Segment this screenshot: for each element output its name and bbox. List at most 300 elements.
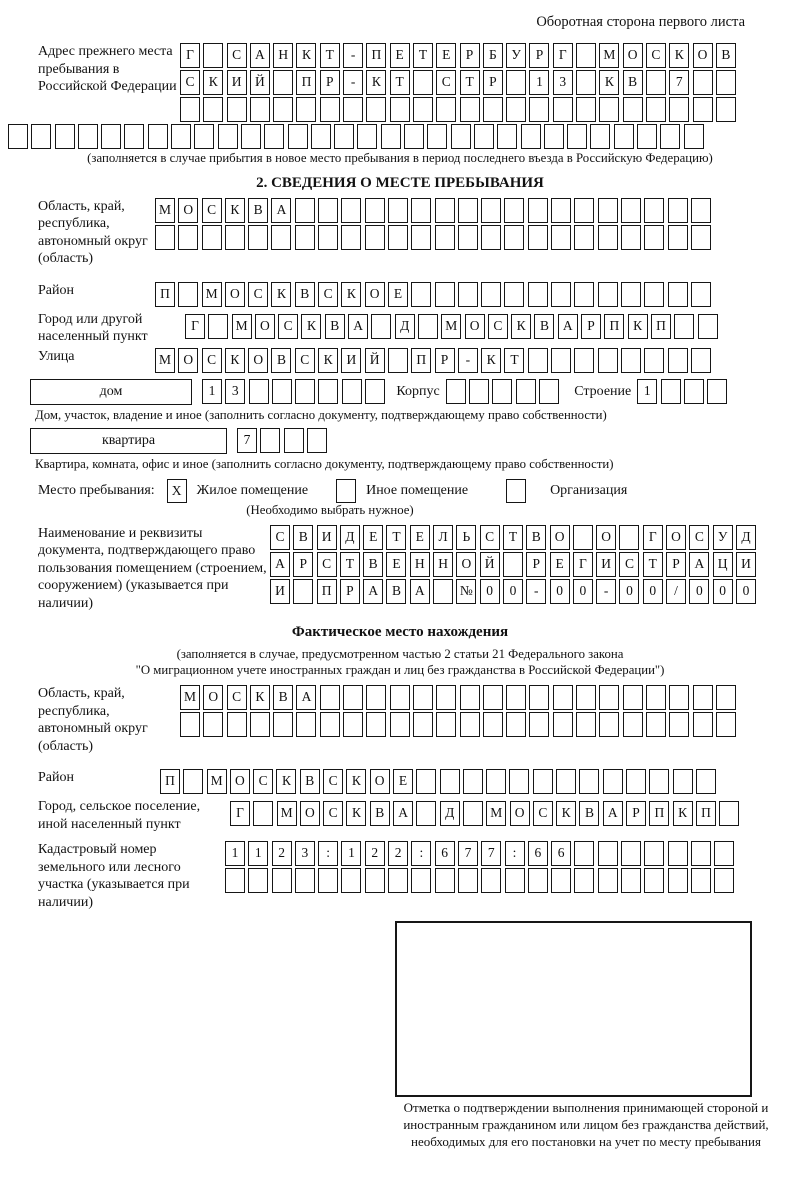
char-cell[interactable]: Б bbox=[483, 43, 503, 68]
char-cell[interactable] bbox=[528, 282, 548, 307]
char-cell[interactable]: У bbox=[506, 43, 526, 68]
char-cell[interactable] bbox=[272, 868, 292, 893]
char-cell[interactable] bbox=[307, 428, 327, 453]
char-cell[interactable]: И bbox=[317, 525, 337, 550]
char-cell[interactable]: - bbox=[596, 579, 616, 604]
char-cell[interactable]: Й bbox=[250, 70, 270, 95]
char-cell[interactable] bbox=[366, 712, 386, 737]
char-cell[interactable] bbox=[506, 97, 526, 122]
char-cell[interactable] bbox=[481, 225, 501, 250]
char-cell[interactable] bbox=[719, 801, 739, 826]
char-cell[interactable] bbox=[598, 841, 618, 866]
char-cell[interactable] bbox=[574, 868, 594, 893]
char-cell[interactable] bbox=[357, 124, 377, 149]
char-cell[interactable] bbox=[341, 868, 361, 893]
char-cell[interactable]: В bbox=[579, 801, 599, 826]
char-cell[interactable]: М bbox=[207, 769, 227, 794]
char-cell[interactable]: Т bbox=[504, 348, 524, 373]
char-cell[interactable] bbox=[446, 379, 466, 404]
char-cell[interactable] bbox=[390, 97, 410, 122]
char-cell[interactable]: Т bbox=[503, 525, 523, 550]
char-cell[interactable]: О bbox=[550, 525, 570, 550]
char-cell[interactable] bbox=[669, 712, 689, 737]
char-cell[interactable]: А bbox=[603, 801, 623, 826]
char-cell[interactable] bbox=[599, 712, 619, 737]
char-cell[interactable] bbox=[623, 685, 643, 710]
char-cell[interactable] bbox=[668, 868, 688, 893]
char-cell[interactable]: Е bbox=[388, 282, 408, 307]
char-cell[interactable]: Д bbox=[440, 801, 460, 826]
char-cell[interactable]: 7 bbox=[237, 428, 257, 453]
char-cell[interactable]: 2 bbox=[388, 841, 408, 866]
char-cell[interactable] bbox=[573, 525, 593, 550]
char-cell[interactable]: В bbox=[534, 314, 554, 339]
char-cell[interactable]: Ц bbox=[713, 552, 733, 577]
char-cell[interactable] bbox=[598, 282, 618, 307]
char-cell[interactable] bbox=[567, 124, 587, 149]
char-cell[interactable] bbox=[684, 124, 704, 149]
char-cell[interactable]: П bbox=[411, 348, 431, 373]
char-cell[interactable]: С bbox=[480, 525, 500, 550]
char-cell[interactable]: Р bbox=[460, 43, 480, 68]
char-cell[interactable] bbox=[343, 685, 363, 710]
char-cell[interactable] bbox=[458, 198, 478, 223]
char-cell[interactable]: Е bbox=[550, 552, 570, 577]
char-cell[interactable] bbox=[458, 282, 478, 307]
char-cell[interactable]: О bbox=[465, 314, 485, 339]
char-cell[interactable] bbox=[365, 225, 385, 250]
char-cell[interactable]: Т bbox=[320, 43, 340, 68]
char-cell[interactable]: - bbox=[343, 70, 363, 95]
char-cell[interactable] bbox=[621, 198, 641, 223]
char-cell[interactable]: К bbox=[296, 43, 316, 68]
char-cell[interactable]: 0 bbox=[736, 579, 756, 604]
char-cell[interactable]: М bbox=[277, 801, 297, 826]
char-cell[interactable] bbox=[413, 97, 433, 122]
char-cell[interactable] bbox=[621, 282, 641, 307]
char-cell[interactable]: Г bbox=[180, 43, 200, 68]
char-cell[interactable] bbox=[458, 225, 478, 250]
char-cell[interactable] bbox=[693, 685, 713, 710]
char-cell[interactable] bbox=[668, 198, 688, 223]
char-cell[interactable] bbox=[341, 225, 361, 250]
char-cell[interactable] bbox=[691, 198, 711, 223]
char-cell[interactable]: Й bbox=[480, 552, 500, 577]
char-cell[interactable] bbox=[271, 225, 291, 250]
char-cell[interactable]: Т bbox=[460, 70, 480, 95]
char-cell[interactable]: : bbox=[318, 841, 338, 866]
char-cell[interactable] bbox=[553, 685, 573, 710]
char-cell[interactable]: А bbox=[363, 579, 383, 604]
char-cell[interactable]: С bbox=[227, 43, 247, 68]
char-cell[interactable] bbox=[411, 868, 431, 893]
char-cell[interactable] bbox=[194, 124, 214, 149]
char-cell[interactable]: К bbox=[556, 801, 576, 826]
char-cell[interactable]: А bbox=[410, 579, 430, 604]
char-cell[interactable] bbox=[460, 712, 480, 737]
char-cell[interactable] bbox=[388, 348, 408, 373]
char-cell[interactable] bbox=[590, 124, 610, 149]
char-cell[interactable] bbox=[343, 97, 363, 122]
char-cell[interactable]: К bbox=[301, 314, 321, 339]
char-cell[interactable]: О bbox=[596, 525, 616, 550]
char-cell[interactable]: П bbox=[366, 43, 386, 68]
char-cell[interactable]: К bbox=[669, 43, 689, 68]
char-cell[interactable] bbox=[343, 712, 363, 737]
char-cell[interactable]: И bbox=[596, 552, 616, 577]
char-cell[interactable] bbox=[440, 769, 460, 794]
char-cell[interactable] bbox=[148, 124, 168, 149]
char-cell[interactable]: - bbox=[343, 43, 363, 68]
char-cell[interactable]: О bbox=[456, 552, 476, 577]
char-cell[interactable] bbox=[8, 124, 28, 149]
char-cell[interactable]: О bbox=[248, 348, 268, 373]
char-cell[interactable] bbox=[55, 124, 75, 149]
char-cell[interactable] bbox=[365, 198, 385, 223]
char-cell[interactable] bbox=[404, 124, 424, 149]
char-cell[interactable] bbox=[649, 769, 669, 794]
char-cell[interactable] bbox=[691, 282, 711, 307]
char-cell[interactable]: 0 bbox=[550, 579, 570, 604]
char-cell[interactable] bbox=[551, 198, 571, 223]
char-cell[interactable] bbox=[248, 225, 268, 250]
char-cell[interactable] bbox=[506, 685, 526, 710]
char-cell[interactable] bbox=[576, 685, 596, 710]
char-cell[interactable]: К bbox=[250, 685, 270, 710]
char-cell[interactable] bbox=[451, 124, 471, 149]
char-cell[interactable] bbox=[253, 801, 273, 826]
char-cell[interactable] bbox=[418, 314, 438, 339]
char-cell[interactable] bbox=[614, 124, 634, 149]
char-cell[interactable] bbox=[599, 685, 619, 710]
char-cell[interactable] bbox=[644, 348, 664, 373]
char-cell[interactable] bbox=[505, 868, 525, 893]
char-cell[interactable] bbox=[460, 685, 480, 710]
char-cell[interactable] bbox=[533, 769, 553, 794]
char-cell[interactable]: М bbox=[155, 348, 175, 373]
char-cell[interactable] bbox=[528, 348, 548, 373]
char-cell[interactable] bbox=[180, 712, 200, 737]
char-cell[interactable]: И bbox=[270, 579, 290, 604]
char-cell[interactable] bbox=[598, 225, 618, 250]
char-cell[interactable] bbox=[202, 225, 222, 250]
char-cell[interactable] bbox=[248, 868, 268, 893]
char-cell[interactable]: В bbox=[526, 525, 546, 550]
char-cell[interactable] bbox=[696, 769, 716, 794]
char-cell[interactable] bbox=[318, 225, 338, 250]
char-cell[interactable] bbox=[598, 868, 618, 893]
char-cell[interactable]: К bbox=[276, 769, 296, 794]
char-cell[interactable]: В bbox=[623, 70, 643, 95]
char-cell[interactable] bbox=[155, 225, 175, 250]
char-cell[interactable]: Е bbox=[410, 525, 430, 550]
char-cell[interactable] bbox=[334, 124, 354, 149]
char-cell[interactable] bbox=[621, 348, 641, 373]
char-cell[interactable] bbox=[250, 97, 270, 122]
char-cell[interactable] bbox=[660, 124, 680, 149]
char-cell[interactable] bbox=[668, 225, 688, 250]
char-cell[interactable] bbox=[693, 712, 713, 737]
char-cell[interactable] bbox=[619, 525, 639, 550]
char-cell[interactable]: Р bbox=[435, 348, 455, 373]
char-cell[interactable] bbox=[644, 282, 664, 307]
char-cell[interactable]: К bbox=[673, 801, 693, 826]
char-cell[interactable] bbox=[366, 97, 386, 122]
char-cell[interactable] bbox=[436, 685, 456, 710]
char-cell[interactable] bbox=[599, 97, 619, 122]
char-cell[interactable] bbox=[574, 841, 594, 866]
char-cell[interactable]: К bbox=[346, 801, 366, 826]
char-cell[interactable] bbox=[668, 348, 688, 373]
char-cell[interactable] bbox=[474, 124, 494, 149]
char-cell[interactable] bbox=[716, 712, 736, 737]
char-cell[interactable]: Р bbox=[666, 552, 686, 577]
char-cell[interactable]: 7 bbox=[458, 841, 478, 866]
char-cell[interactable] bbox=[435, 868, 455, 893]
char-cell[interactable]: - bbox=[526, 579, 546, 604]
char-cell[interactable] bbox=[553, 97, 573, 122]
char-cell[interactable]: В bbox=[363, 552, 383, 577]
char-cell[interactable]: С bbox=[202, 348, 222, 373]
char-cell[interactable] bbox=[504, 225, 524, 250]
char-cell[interactable] bbox=[486, 769, 506, 794]
char-cell[interactable] bbox=[413, 712, 433, 737]
char-cell[interactable]: С bbox=[646, 43, 666, 68]
char-cell[interactable] bbox=[225, 868, 245, 893]
char-cell[interactable]: С bbox=[436, 70, 456, 95]
char-cell[interactable] bbox=[551, 348, 571, 373]
char-cell[interactable] bbox=[203, 712, 223, 737]
char-cell[interactable] bbox=[551, 282, 571, 307]
char-cell[interactable]: О bbox=[300, 801, 320, 826]
char-cell[interactable] bbox=[669, 685, 689, 710]
char-cell[interactable]: О bbox=[623, 43, 643, 68]
char-cell[interactable] bbox=[574, 225, 594, 250]
char-cell[interactable]: Г bbox=[643, 525, 663, 550]
char-cell[interactable] bbox=[295, 379, 315, 404]
char-cell[interactable] bbox=[272, 379, 292, 404]
char-cell[interactable] bbox=[411, 282, 431, 307]
char-cell[interactable] bbox=[509, 769, 529, 794]
char-cell[interactable]: Д bbox=[340, 525, 360, 550]
char-cell[interactable]: - bbox=[458, 348, 478, 373]
char-cell[interactable]: А bbox=[689, 552, 709, 577]
char-cell[interactable]: С bbox=[488, 314, 508, 339]
char-cell[interactable]: К bbox=[225, 348, 245, 373]
char-cell[interactable] bbox=[241, 124, 261, 149]
char-cell[interactable]: Й bbox=[365, 348, 385, 373]
char-cell[interactable] bbox=[716, 97, 736, 122]
char-cell[interactable]: Н bbox=[433, 552, 453, 577]
char-cell[interactable] bbox=[318, 198, 338, 223]
char-cell[interactable]: 1 bbox=[202, 379, 222, 404]
char-cell[interactable] bbox=[716, 685, 736, 710]
char-cell[interactable] bbox=[621, 841, 641, 866]
char-cell[interactable]: Е bbox=[386, 552, 406, 577]
char-cell[interactable]: С bbox=[248, 282, 268, 307]
char-cell[interactable] bbox=[381, 124, 401, 149]
char-cell[interactable]: : bbox=[505, 841, 525, 866]
char-cell[interactable] bbox=[691, 868, 711, 893]
char-cell[interactable]: А bbox=[558, 314, 578, 339]
char-cell[interactable]: Т bbox=[340, 552, 360, 577]
char-cell[interactable] bbox=[295, 198, 315, 223]
char-cell[interactable]: 0 bbox=[503, 579, 523, 604]
char-cell[interactable] bbox=[463, 801, 483, 826]
char-cell[interactable] bbox=[674, 314, 694, 339]
char-cell[interactable] bbox=[318, 379, 338, 404]
char-cell[interactable] bbox=[716, 70, 736, 95]
char-cell[interactable] bbox=[295, 225, 315, 250]
char-cell[interactable] bbox=[693, 70, 713, 95]
char-cell[interactable] bbox=[528, 198, 548, 223]
char-cell[interactable] bbox=[311, 124, 331, 149]
char-cell[interactable]: П bbox=[160, 769, 180, 794]
char-cell[interactable]: М bbox=[180, 685, 200, 710]
char-cell[interactable] bbox=[413, 685, 433, 710]
char-cell[interactable]: 3 bbox=[295, 841, 315, 866]
char-cell[interactable] bbox=[684, 379, 704, 404]
char-cell[interactable]: 6 bbox=[435, 841, 455, 866]
char-cell[interactable]: / bbox=[666, 579, 686, 604]
char-cell[interactable] bbox=[260, 428, 280, 453]
char-cell[interactable]: Р bbox=[340, 579, 360, 604]
char-cell[interactable] bbox=[497, 124, 517, 149]
char-cell[interactable] bbox=[342, 379, 362, 404]
char-cell[interactable] bbox=[458, 868, 478, 893]
char-cell[interactable]: С bbox=[227, 685, 247, 710]
char-cell[interactable]: Р bbox=[483, 70, 503, 95]
char-cell[interactable]: С bbox=[689, 525, 709, 550]
char-cell[interactable]: О bbox=[225, 282, 245, 307]
char-cell[interactable] bbox=[623, 712, 643, 737]
char-cell[interactable]: С bbox=[202, 198, 222, 223]
char-cell[interactable] bbox=[506, 712, 526, 737]
char-cell[interactable]: 0 bbox=[643, 579, 663, 604]
char-cell[interactable]: Р bbox=[581, 314, 601, 339]
char-cell[interactable] bbox=[574, 198, 594, 223]
char-cell[interactable] bbox=[371, 314, 391, 339]
char-cell[interactable]: А bbox=[296, 685, 316, 710]
char-cell[interactable]: К bbox=[599, 70, 619, 95]
char-cell[interactable]: Р bbox=[626, 801, 646, 826]
char-cell[interactable]: С bbox=[619, 552, 639, 577]
char-cell[interactable] bbox=[603, 769, 623, 794]
char-cell[interactable]: 1 bbox=[637, 379, 657, 404]
char-cell[interactable] bbox=[646, 97, 666, 122]
char-cell[interactable] bbox=[673, 769, 693, 794]
char-cell[interactable]: 0 bbox=[573, 579, 593, 604]
char-cell[interactable] bbox=[31, 124, 51, 149]
char-cell[interactable] bbox=[646, 712, 666, 737]
char-cell[interactable]: А bbox=[348, 314, 368, 339]
char-cell[interactable] bbox=[296, 712, 316, 737]
char-cell[interactable]: М bbox=[486, 801, 506, 826]
char-cell[interactable] bbox=[341, 198, 361, 223]
char-cell[interactable] bbox=[529, 97, 549, 122]
char-cell[interactable]: 6 bbox=[528, 841, 548, 866]
char-cell[interactable]: 1 bbox=[225, 841, 245, 866]
char-cell[interactable]: Е bbox=[393, 769, 413, 794]
char-cell[interactable]: В bbox=[295, 282, 315, 307]
char-cell[interactable] bbox=[621, 225, 641, 250]
char-cell[interactable] bbox=[273, 70, 293, 95]
char-cell[interactable] bbox=[433, 579, 453, 604]
char-cell[interactable] bbox=[481, 282, 501, 307]
char-cell[interactable]: 0 bbox=[689, 579, 709, 604]
char-cell[interactable]: С bbox=[318, 282, 338, 307]
char-cell[interactable]: П bbox=[696, 801, 716, 826]
char-cell[interactable]: С bbox=[253, 769, 273, 794]
char-cell[interactable] bbox=[621, 868, 641, 893]
checkbox-other-premises[interactable] bbox=[336, 479, 356, 503]
char-cell[interactable]: К bbox=[481, 348, 501, 373]
char-cell[interactable]: М bbox=[441, 314, 461, 339]
char-cell[interactable] bbox=[288, 124, 308, 149]
char-cell[interactable] bbox=[227, 712, 247, 737]
char-cell[interactable] bbox=[644, 841, 664, 866]
char-cell[interactable] bbox=[171, 124, 191, 149]
char-cell[interactable]: Р bbox=[529, 43, 549, 68]
char-cell[interactable] bbox=[556, 769, 576, 794]
char-cell[interactable] bbox=[669, 97, 689, 122]
char-cell[interactable] bbox=[416, 769, 436, 794]
char-cell[interactable] bbox=[436, 712, 456, 737]
char-cell[interactable] bbox=[504, 282, 524, 307]
char-cell[interactable]: С bbox=[270, 525, 290, 550]
char-cell[interactable]: Н bbox=[273, 43, 293, 68]
char-cell[interactable]: 1 bbox=[341, 841, 361, 866]
char-cell[interactable]: С bbox=[323, 801, 343, 826]
char-cell[interactable]: Р bbox=[526, 552, 546, 577]
char-cell[interactable]: О bbox=[178, 198, 198, 223]
char-cell[interactable] bbox=[249, 379, 269, 404]
char-cell[interactable] bbox=[551, 225, 571, 250]
char-cell[interactable] bbox=[574, 282, 594, 307]
char-cell[interactable] bbox=[551, 868, 571, 893]
char-cell[interactable] bbox=[483, 712, 503, 737]
char-cell[interactable]: К bbox=[628, 314, 648, 339]
char-cell[interactable]: О bbox=[510, 801, 530, 826]
char-cell[interactable]: В bbox=[300, 769, 320, 794]
char-cell[interactable]: А bbox=[250, 43, 270, 68]
char-cell[interactable] bbox=[435, 225, 455, 250]
char-cell[interactable] bbox=[183, 769, 203, 794]
char-cell[interactable]: Д bbox=[736, 525, 756, 550]
char-cell[interactable] bbox=[227, 97, 247, 122]
char-cell[interactable] bbox=[124, 124, 144, 149]
char-cell[interactable]: К bbox=[203, 70, 223, 95]
char-cell[interactable]: Г bbox=[230, 801, 250, 826]
char-cell[interactable]: 2 bbox=[272, 841, 292, 866]
char-cell[interactable] bbox=[435, 198, 455, 223]
char-cell[interactable] bbox=[101, 124, 121, 149]
char-cell[interactable]: Н bbox=[410, 552, 430, 577]
char-cell[interactable] bbox=[416, 801, 436, 826]
char-cell[interactable]: 6 bbox=[551, 841, 571, 866]
char-cell[interactable] bbox=[469, 379, 489, 404]
char-cell[interactable]: Р bbox=[293, 552, 313, 577]
char-cell[interactable] bbox=[296, 97, 316, 122]
char-cell[interactable] bbox=[481, 198, 501, 223]
char-cell[interactable] bbox=[320, 685, 340, 710]
char-cell[interactable]: П bbox=[649, 801, 669, 826]
char-cell[interactable] bbox=[626, 769, 646, 794]
char-cell[interactable]: С bbox=[323, 769, 343, 794]
char-cell[interactable]: : bbox=[411, 841, 431, 866]
char-cell[interactable]: Г bbox=[185, 314, 205, 339]
char-cell[interactable] bbox=[492, 379, 512, 404]
